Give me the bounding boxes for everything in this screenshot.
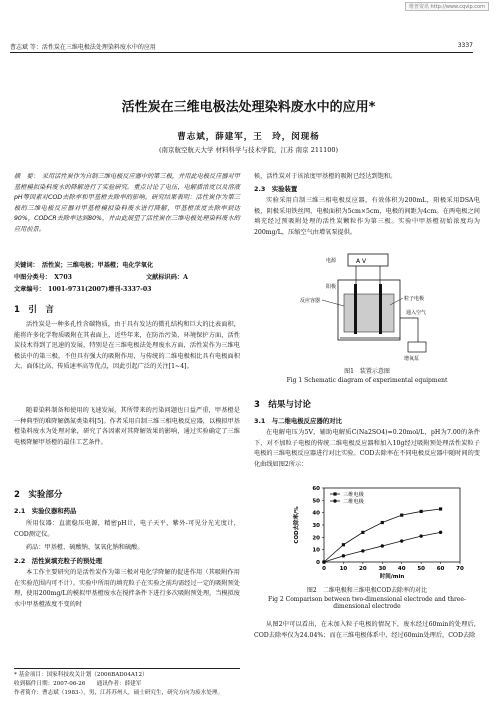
x-tick-label: 0 [322,566,326,572]
x-tick-label: 70 [456,566,464,572]
y-tick-label: 60 [312,486,320,492]
x-tick-label: 60 [436,566,445,572]
y-tick-label: 30 [312,523,320,529]
data-point [361,549,364,552]
data-point [419,534,422,537]
section-3-heading: 3 结果与讨论 [254,400,311,410]
sec1-paragraph-1: 活性炭是一种多孔性含碳物质，由于具有发达的微孔结构和巨大的比表面积，能将许多化学物质吸附在其表面上，近些年来，在防治污染、环境保护方面，活性炭技术得到了迅速的发展，特别是在三维电极法处理废水方面，活性炭作为三维电极法中的第三极，不但具有强大的吸附作用，与传统的二维电极相比具有电极面积大、面体比高、传质速率高等优点，因此引起广泛的关注[1~4]。 [14,321,240,371]
sec22-paragraph: 本工作主要研究的是活性炭作为第三极对电化学降解的促进作用（其吸附作用在实验范围内可不计）。实验中所用的填充粒子在实验之前均需经过一定的吸附预处理，使用200mg/L的模拟甲基橙废水在搅拌条件下进行多次吸附预处理，当模拟废水中甲基橙浓度不变的时 [14,569,240,608]
sec23-paragraph: 实验采用自制三维三相电极反应器，有效体积为200mL，阳极采用DSA电极，阴极采用铁丝网，电极面积为5cm×5cm，电极的间距为4cm。在两电极之间填充经过预吸附处理的活性炭颗粒作为第三极。实验中甲基橙初始浓度均为200mg/L，压缩空气由增氧泵提供。 [254,197,480,236]
footnote-bio: 作者简介：曹志斌（1983-），男，江苏苏州人，硕士研究生，研究方向为废水处理。 [14,690,224,696]
y-tick-label: 0 [316,560,320,566]
figure-2-caption-en: Fig 2 Comparison between two-dimensional electrode and three-dimensional electrode [268,596,466,610]
reactor-label: 反应容器 [300,298,321,304]
power-supply-box [348,254,388,266]
data-point [420,510,423,513]
watermark-stamp: 维普资讯 http://www.cqvip.com [405,2,489,11]
data-point [381,544,384,547]
sec31-paragraph: 在电解电压为5V，辅助电解质C(Na2SO4)=0.20mol/L，pH为7.00的条件下，对不加粒子电极的传统二维电极反应器和加入10g经过吸附预处理活性炭粒子电极的三维电极反应器进行对比实验。COD去除率在不同电极反应器中随时间的变化曲线如图2所示： [254,429,480,468]
y-tick-label: 20 [312,535,320,542]
footnote-rule [14,668,240,669]
particle-bed [344,294,394,332]
y-tick-label: 10 [312,547,320,554]
air-label: 通入空气 [406,310,427,316]
data-point [439,507,442,510]
data-point [439,531,442,534]
authors: 曹志斌，薛建军，王 玲，闵现杨 [177,132,320,142]
y-tick-label: 40 [312,510,320,517]
data-point [381,521,384,524]
section-1-heading: 1 引 言 [14,305,54,315]
data-point [361,531,364,534]
pump-label: 增氧泵 [404,356,420,362]
figure-1-caption-cn: 图1 装置示意图 [344,368,390,375]
section-2-1-heading: 2.1 实验仪器和药品 [14,507,77,515]
sec31-discussion: 从图2中可以看出，在未加入粒子电极的情况下，废水经过60min的处理后，COD去除率仅为24.04%；而在三维电极体系中，经过60min处理后，COD去除 [254,621,480,639]
section-3-1-heading: 3.1 与二维电极反应器的对比 [254,417,343,425]
running-header: 曹志斌 等：活性炭在三维电极法处理染料废水中的应用 [10,44,156,51]
particle-label: 粒子电极 [404,296,425,302]
legend-marker [333,499,336,502]
x-tick-label: 50 [417,566,425,572]
footnote-fund: * 基金项目：国家科技攻关计划（2006BAD04A12） [14,672,148,678]
figure-1-schematic [300,250,440,362]
x-tick-label: 20 [359,566,367,572]
section-2-3-heading: 2.3 实验装置 [254,185,298,193]
figure-2-caption-cn: 图2 二维电极和三维电极COD去除率的对比 [306,587,428,594]
data-point [400,514,403,517]
x-axis-label: 时间/min [379,574,405,580]
anode-label: 阳极 [326,284,337,290]
section-2-heading: 2 实验部分 [14,490,63,500]
data-point [400,539,403,542]
keywords: 关键词： 活性炭；三维电极；甲基橙；电化学氧化 [14,262,154,269]
legend-marker [333,492,336,495]
section-2-2-heading: 2.2 活性炭填充粒子的预处理 [14,557,103,565]
legend-label: 三维电极 [343,492,364,498]
data-point [342,554,345,557]
footnote-dates: 收到稿件日期：2007-06-26 通讯作者：薛建军 [14,681,142,687]
data-point [322,560,325,563]
x-tick-label: 10 [339,566,348,572]
article-number: 文章编号： 1001-9731(2007)增刊-3337-03 [14,286,152,293]
page-number: 3337 [457,42,473,49]
data-point [342,543,345,546]
y-tick-label: 50 [312,498,320,505]
sec21-instruments: 所用仪器：直流稳压电源，精密pH计，电子天平，紫外-可见分光光度计，COD测定仪。 [14,520,240,538]
sec1-paragraph-2: 随着染料制备和使用的飞速发展，其所带来的污染问题也日益严重，甲基橙是一种典型的难降解偶氮类染料[5]。作者采用自制三维三相电极反应器，以模拟甲基橙染料废水为处理对象，研究了各因素对其降解效果的影响，通过实验确定了三维电极降解甲基橙的最佳工艺条件。 [14,407,240,446]
x-tick-label: 30 [378,566,387,572]
sec21-reagents: 药品：甲基橙、硫酸钠、氢氧化钠和硫酸。 [26,544,144,551]
x-tick-label: 40 [397,566,406,572]
abstract: 摘 要： 采用活性炭作为自制三维电极反应器中的第三极，并用此电极反应器对甲基橙模拟染料废水的降解进行了实验研究。重点讨论了电压、电解质浓度以及溶液pH等因素对COD去除率和甲基橙去除率的影响。研究结果表明：活性炭作为第三极的三维电极反应器对甲基橙模拟染料废水进行降解，甲基橙浓度去除率到达90%，CODCR去除率达到80%，并由此展望了活性炭在三维电极处理染料废水的应用前景。 [14,173,240,233]
clc-number: 中图分类号： X703 [14,274,72,281]
header-rule [10,52,473,53]
air-pump [408,342,426,352]
paper-title: 活性炭在三维电极法处理染料废水中的应用* [121,100,376,115]
sec22-continuation: 候，活性炭对于该浓度甲基橙的吸附已经达到饱和。 [254,173,397,180]
meter-label: A V [356,258,367,265]
power-label: 电源 [326,258,337,264]
affiliation: (南京航空航天大学 材料科学与技术学院，江苏 南京 211100) [158,146,339,154]
figure-1-caption-en: Fig 1 Schematic diagram of experimental equipment [286,377,448,384]
figure-2-chart [290,482,470,582]
document-code: 文献标识码：A [146,274,188,281]
y-axis-label: COD去除率/% [294,506,300,544]
legend-label: 二维电极 [343,499,364,505]
